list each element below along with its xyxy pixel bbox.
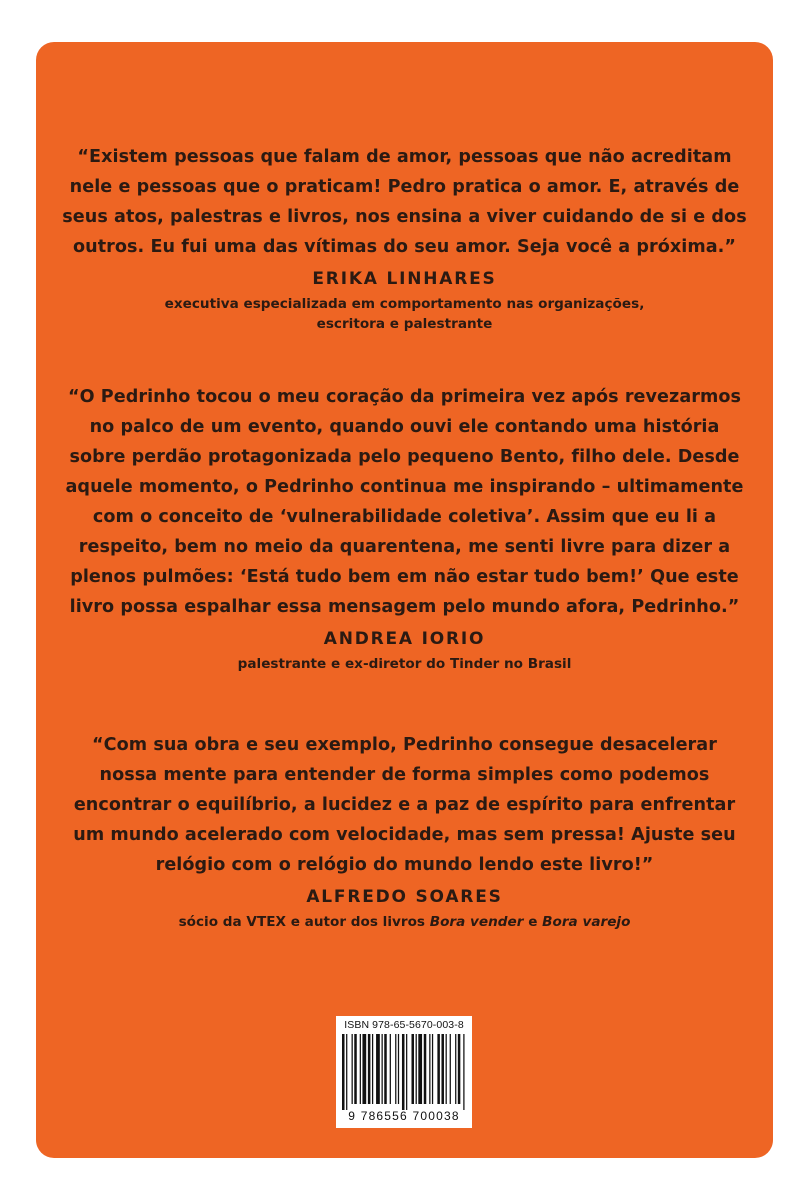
quote-line: nele e pessoas que o praticam! Pedro pratica o amor. E, através de xyxy=(69,177,740,197)
barcode-bar xyxy=(362,1034,366,1104)
barcode-bar xyxy=(354,1034,357,1104)
barcode-bar xyxy=(429,1034,430,1104)
testimonial-quote xyxy=(36,730,773,880)
barcode-bar xyxy=(406,1034,407,1110)
barcode-bar xyxy=(463,1034,464,1110)
quote-line: nossa mente para entender de forma simples como podemos xyxy=(99,765,710,785)
back-cover xyxy=(36,42,773,1158)
role-line xyxy=(36,912,773,932)
barcode-bar xyxy=(352,1034,353,1104)
barcode-bar xyxy=(376,1034,380,1104)
quote-line: respeito, bem no meio da quarentena, me senti livre para dizer a xyxy=(78,537,731,557)
role-line: palestrante e ex-diretor do Tinder no Brasil xyxy=(237,656,572,672)
quote-line: “Com sua obra e seu exemplo, Pedrinho consegue desacelerar xyxy=(92,735,717,755)
isbn-barcode xyxy=(336,1016,472,1128)
barcode-bar xyxy=(342,1034,345,1110)
barcode-digits: 9 786556 700038 xyxy=(348,1109,460,1123)
quote-line: sobre perdão protagonizada pelo pequeno Bento, filho dele. Desde xyxy=(69,447,740,467)
barcode-bar xyxy=(437,1034,440,1104)
quote-line: “Existem pessoas que falam de amor, pessoas que não acreditam xyxy=(77,147,732,167)
testimonial-role xyxy=(36,654,773,674)
role-line: executiva especializada em comportamento nas organizações, xyxy=(164,296,645,312)
barcode-bar xyxy=(390,1034,391,1104)
testimonial-quote xyxy=(36,382,773,622)
quote-line: plenos pulmões: ‘Está tudo bem em não estar tudo bem!’ Que este xyxy=(70,567,739,587)
testimonial-quote xyxy=(36,142,773,262)
quote-line: um mundo acelerado com velocidade, mas sem pressa! Ajuste seu xyxy=(73,825,736,845)
barcode-bar xyxy=(372,1034,373,1104)
role-line: escritora e palestrante xyxy=(316,316,493,332)
quote-line: livro possa espalhar essa mensagem pelo mundo afora, Pedrinho.” xyxy=(69,597,740,617)
barcode-bar xyxy=(416,1034,417,1104)
book-title: Bora varejo xyxy=(542,914,631,930)
testimonial-role xyxy=(36,912,773,932)
testimonial-role xyxy=(36,294,773,334)
barcode-bar xyxy=(368,1034,371,1104)
barcode-bar xyxy=(346,1034,347,1110)
quote-line: outros. Eu fui uma das vítimas do seu amor. Seja você a próxima.” xyxy=(73,237,736,257)
role-text: sócio da VTEX e autor dos livros xyxy=(178,914,430,930)
barcode-bar xyxy=(398,1034,399,1104)
isbn-label: ISBN 978-65-5670-003-8 xyxy=(344,1019,464,1031)
barcode-bar xyxy=(432,1034,433,1104)
barcode-bar xyxy=(455,1034,456,1104)
barcode-bar xyxy=(411,1034,414,1104)
barcode-bar xyxy=(360,1034,361,1104)
quote-line: “O Pedrinho tocou o meu coração da primeira vez após revezarmos xyxy=(67,387,742,407)
barcode-bar xyxy=(450,1034,451,1104)
testimonial-1 xyxy=(36,142,773,334)
testimonial-author: ALFREDO SOARES xyxy=(306,887,503,907)
barcode-bar xyxy=(424,1034,427,1104)
quote-line: com o conceito de ‘vulnerabilidade coletiva’. Assim que eu li a xyxy=(92,507,717,527)
barcode-bar xyxy=(402,1034,405,1110)
barcode-bar xyxy=(458,1034,461,1104)
barcode-bar xyxy=(395,1034,396,1104)
quote-line: seus atos, palestras e livros, nos ensina a viver cuidando de si e dos xyxy=(62,207,747,227)
role-text: e xyxy=(523,914,543,930)
barcode-bars xyxy=(342,1034,466,1110)
book-title: Bora vender xyxy=(429,914,524,930)
testimonial-2 xyxy=(36,382,773,674)
quote-line: relógio com o relógio do mundo lendo este livro!” xyxy=(155,855,654,875)
testimonial-3 xyxy=(36,730,773,932)
quote-line: aquele momento, o Pedrinho continua me inspirando – ultimamente xyxy=(65,477,744,497)
barcode-bar xyxy=(384,1034,387,1104)
quote-line: encontrar o equilíbrio, a lucidez e a paz de espírito para enfrentar xyxy=(73,795,736,815)
barcode-bar xyxy=(441,1034,444,1104)
barcode-bar xyxy=(418,1034,422,1104)
barcode-bar xyxy=(382,1034,383,1104)
barcode-bar xyxy=(446,1034,447,1104)
quote-line: no palco de um evento, quando ouvi ele contando uma história xyxy=(89,417,720,437)
testimonial-author: ANDREA IORIO xyxy=(323,629,486,649)
testimonial-author: ERIKA LINHARES xyxy=(312,269,497,289)
